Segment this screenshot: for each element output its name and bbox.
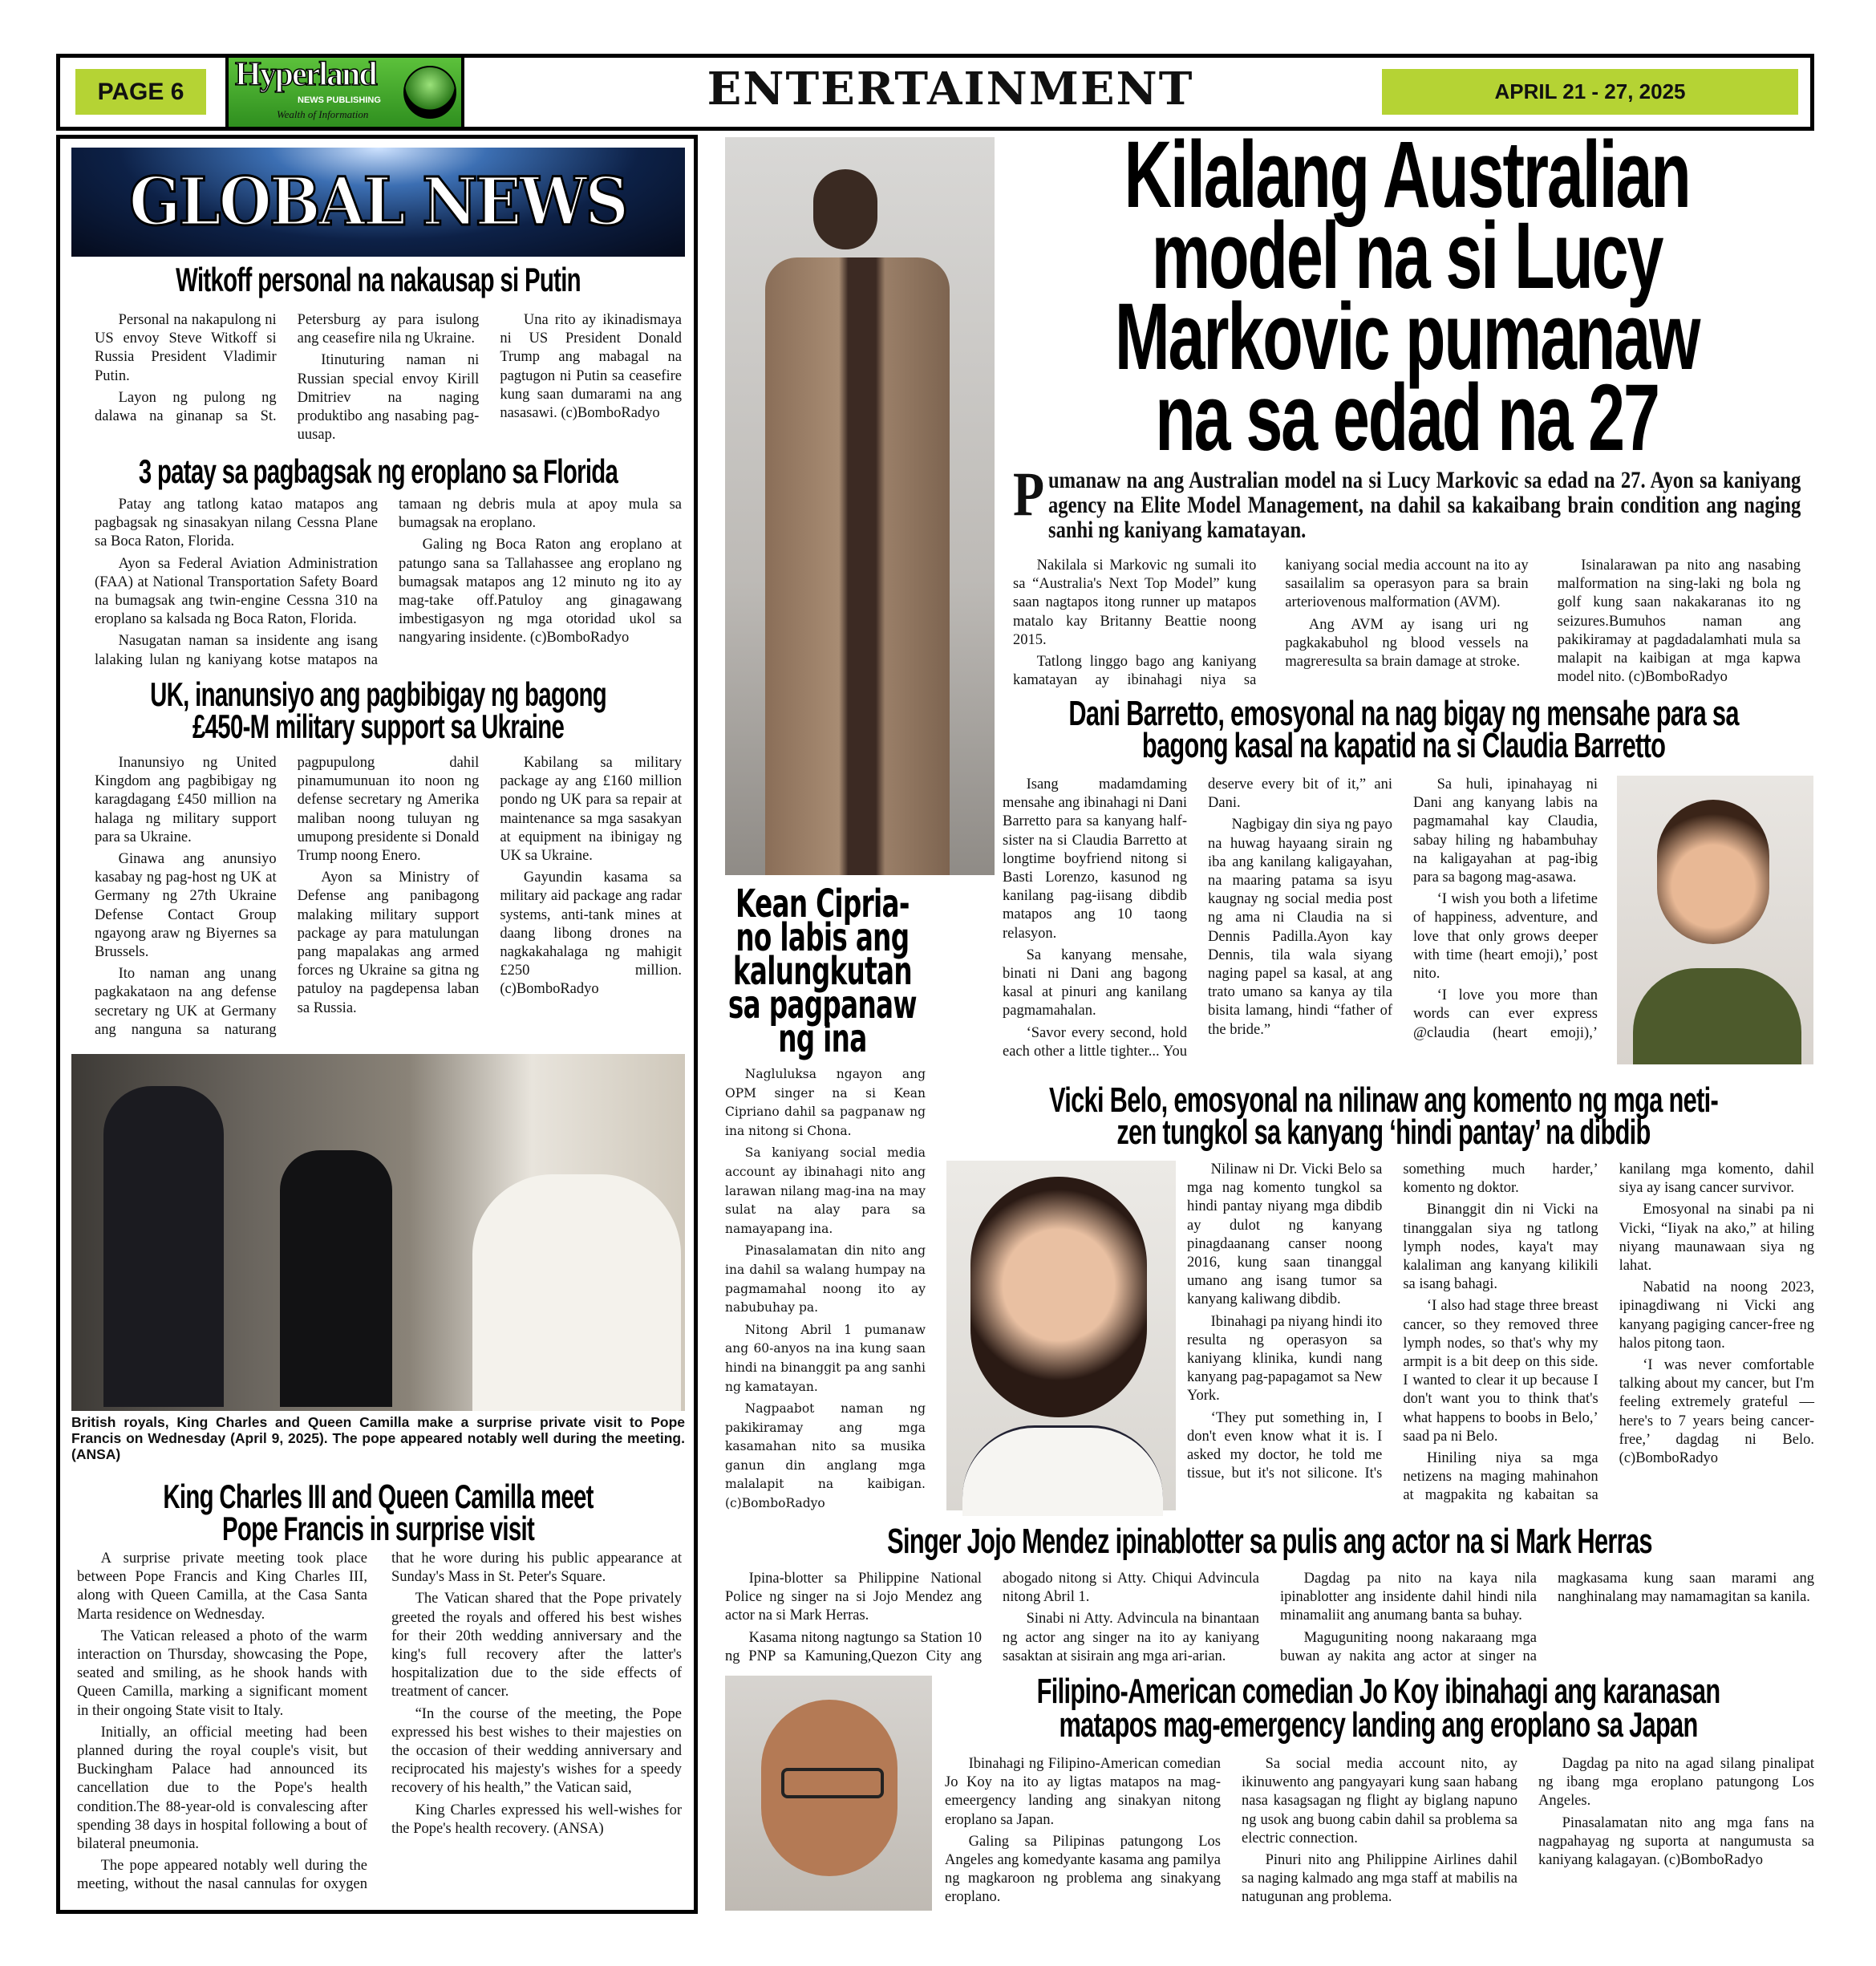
florida-headline (71, 453, 685, 490)
article-paragraph: Nabatid na noong 2023, ipinagdiwang ni Vicki ang kanyang pagiging cancer-free ng halos pitong taon. (1619, 1279, 1814, 1352)
dani-article-body (1003, 776, 1598, 1071)
pope-francis-figure (472, 1174, 681, 1411)
jokoy-article-body (945, 1755, 1814, 1909)
article-paragraph: Kasama nitong nagtungo sa Station 10 ng PNP sa Kamuning,Quezon City ang abogado nitong si Atty. Chiqui Advincula nitong Abril 1. (725, 1571, 1259, 1664)
article-paragraph: Ito naman ang unang pagkakataon na ang defense secretary ng UK at Germany ang nanguna sa naturang pagpupulong dahil pinamumunuan ito noon ng defense secretary ng Amerika maliban noong tuluyan ng umupong presidente si Donald Trump noong Enero. (95, 755, 480, 1038)
article-paragraph: Binanggit din ni Vicki na tinanggalan siya ng tatlong lymph nodes, kaya't may kalaliman ang kanyang kilikili sa isang bahagi. (1403, 1202, 1598, 1293)
page-number-badge: PAGE 6 (75, 69, 206, 115)
headline-line: UK, inanunsiyo ang pagbibigay ng bagong (150, 675, 606, 713)
claudia-barretto-photo (1617, 776, 1813, 1064)
article-paragraph: Ibinahagi ng Filipino-American comedian Jo Koy na ito ay ligtas matapos na mag-emeergency landing ang sinakyan nitong eroplano sa Japan. (945, 1756, 1221, 1828)
queen-camilla-figure (280, 1150, 392, 1407)
lead-text: umanaw na ang Australian model na si Lucy Markovic sa edad na 27. Ayon sa kaniyang agency na Elite Model Management, na dahil sa kakaibang brain condition ang naging sanhi ng kaniyang kamatayan. (1047, 467, 1801, 543)
article-paragraph: The pope appeared notably well during the meeting, without the nasal cannulas for oxygen that he wore during his public appearance at Sunday's Mass in St. Peter's Square. (77, 1551, 682, 1893)
article-paragraph: Pinasalamatan nito ang mga fans na nagpahayag ng suporta at nangumusta sa kaniyang kalagayan. (c)BomboRadyo (1538, 1814, 1814, 1869)
article-paragraph: Galing sa Pilipinas patungong Los Angeles ang komedyante kasama ang pamilya ng magkaroon ng problema ang sinakyang eroplano. (945, 1833, 1221, 1906)
royals-headline (71, 1478, 685, 1547)
headline-line: no labis ang (735, 915, 910, 960)
headline-line: Singer Jojo Mendez ipinablotter sa pulis ang actor na si Mark Herras (887, 1522, 1652, 1561)
article-paragraph: Maguguniting noong nakaraang mga buwan ay nakita ang actor at singer na magkasama kung saan marami ang nanghinalang may namamagitan sa kanila. (1280, 1571, 1814, 1664)
article-paragraph: King Charles expressed his well-wishes for the Pope's health recovery. (ANSA) (391, 1802, 682, 1837)
article-paragraph: Inanunsiyo ng United Kingdom ang pagbibigay ng karagdagang £450 million na halaga ng military support para sa Ukraine. (95, 755, 277, 845)
article-paragraph: Sa social media account nito, ay ikinuwento ang pangyayari kung saan habang nasa kasagsagan ng flight ay biglang napuno ng usok ang buong cabin dahil sa problema sa electric connection. (1242, 1756, 1517, 1846)
section-title: ENTERTAINMENT (707, 63, 1194, 116)
king-charles-figure (103, 1086, 224, 1407)
article-paragraph: Nilinaw ni Dr. Vicki Belo sa mga nag komento tungkol sa hindi pantay niyang mga dibdib ay dulot ng kanyang pinagdaanang canser noong 2016, kung saan tinanggal umano ang isang tumor sa kanyang kaliwang dibdib. (1187, 1161, 1383, 1308)
headline-line: zen tungkol sa kanyang ‘hindi pantay’ na dibdib (1116, 1113, 1651, 1152)
article-paragraph: ‘They put something in, I don't even know what it is. I asked my doctor, he told me tissue, but it's not silicone. It's something much harder,’ komento ng doktor. (1187, 1161, 1598, 1482)
model-head (813, 169, 877, 249)
jo-koy-photo (725, 1676, 932, 1911)
article-paragraph: Nasugatan naman sa insidente ang isang lalaking lulan ng kaniyang kotse matapos na tamaan ng debris mula at apoy mula sa bumagsak na eroplano. (95, 497, 682, 668)
article-paragraph: Itinuturing naman ni Russian special envoy Kirill Dmitriev na naging produktibo ang nasabing pag-uusap. (297, 352, 480, 444)
article-paragraph: Dagdag pa nito na agad silang pinalipat ng ibang mga eroplano patungong Los Angeles. (1538, 1756, 1814, 1810)
global-news-banner (71, 148, 685, 257)
glasses (781, 1768, 884, 1798)
article-paragraph: Ginawa ang anunsiyo kasabay ng pag-host ng UK at Germany ng 27th Ukraine Defense Contact Group ngayong araw ng Biyernes sa Brussels. (95, 851, 277, 961)
article-paragraph: A surprise private meeting took place between Pope Francis and King Charles III, along with Queen Camilla, at the Casa Santa Marta residence on Wednesday. (77, 1551, 367, 1623)
article-paragraph: Ipina-blotter sa Philippine National Police ng singer na si Jojo Mendez ang actor na si Mark Herras. (725, 1571, 982, 1624)
portrait-face (970, 1177, 1147, 1417)
headline-line: na sa edad na 27 (1155, 365, 1659, 471)
headline-line: model na si Lucy (1151, 203, 1663, 309)
article-paragraph: Nakilala si Markovic ng sumali ito sa “Australia's Next Top Model” kung saan nagtapos itong runner up matapos matalo kay Britanny Beattie noong 2015. (1013, 557, 1257, 648)
headline-line: Vicki Belo, emosyonal na nilinaw ang komento ng mga neti- (1048, 1080, 1719, 1120)
article-paragraph: Sinabi ni Atty. Advincula na binantaan ng actor ang singer na ito ay kaniyang sasaktan at sisirain ang mga ari-arian. (1003, 1611, 1259, 1664)
article-paragraph: Ang AVM ay isang uri ng pagkakabuhol ng blood vessels na magreresulta sa brain damage at stroke. (1285, 616, 1529, 671)
witkoff-article-body (95, 311, 682, 448)
markovic-headline (1013, 122, 1801, 471)
headline-line: ng ina (778, 1016, 867, 1061)
article-paragraph: Emosyonal na sinabi pa ni Vicki, “Iiyak na ako,” at hiling niyang maunawaan siya ng lahat. (1619, 1202, 1814, 1275)
article-paragraph: Una rito ay ikinadismaya ni US President Donald Trump ang mabagal na pagtugon ni Putin sa ceasefire kung saan dumarami na ang nasasawi. (c)BomboRadyo (500, 312, 682, 422)
royals-pope-photo (71, 1054, 685, 1411)
article-paragraph: Sa kaniyang social media account ay ibinahagi nito ang larawan nilang mag-ina na may sulat na alay para sa namayapang ina. (725, 1145, 926, 1236)
uk-headline (71, 675, 685, 745)
article-paragraph: Dagdag pa nito na kaya nila ipinablotter ang insidente dahil hindi nila minamaliit ang anumang banta sa buhay. (1280, 1571, 1537, 1624)
markovic-lead (1013, 459, 1801, 548)
kean-article-body (725, 1065, 926, 1513)
article-paragraph: ‘I was never comfortable talking about my cancer, but I'm feeling extremely grateful — here's to 7 years being cancer-free,’ dagdag ni Belo. (c)BomboRadyo (1619, 1357, 1814, 1467)
issue-date-badge: APRIL 21 - 27, 2025 (1382, 69, 1798, 115)
article-paragraph: Ayon sa Federal Aviation Administration (FAA) at National Transportation Safety Board na bumagsak ang twin-engine Cessna 310 na eroplano sa kalsada ng Boca Raton, Florida. (95, 555, 378, 628)
headline-line: Kilalang Australian (1124, 122, 1690, 228)
article-paragraph: Ibinahagi pa niyang hindi ito resulta ng operasyon sa kaniyang klinika, kundi nang kanyang pag-papagamot sa New York. (1187, 1313, 1383, 1405)
headline-line: sa pagpanaw (727, 983, 917, 1028)
florida-article-body (95, 496, 682, 672)
portrait-blazer (962, 1425, 1163, 1516)
article-paragraph: The Vatican shared that the Pope privately greeted the royals and offered his best wishes for their 20th wedding anniversary and the king's full recovery after the latter's hospitalization due to the side effects of treatment of cancer. (391, 1591, 682, 1700)
logo-subtitle: NEWS PUBLISHING (298, 95, 381, 105)
dani-headline (999, 694, 1809, 765)
article-paragraph: Isang madamdaming mensahe ang ibinahagi ni Dani Barretto para sa kanyang half-sister na si Claudia Barretto at longtime boyfriend nitong si Basti Lorenzo, kasunod ng kanilang pag-iisang dibdib matapos ang 10 taong relasyon. (1003, 776, 1187, 942)
article-paragraph: Ayon sa Ministry of Defense ang panibagong malaking military support package ay para matulungan pang mapalakas ang armed forces ng Ukraine sa gitna ng patuloy na pagdepensa laban sa Russia. (297, 869, 480, 1016)
jojo-article-body (725, 1570, 1814, 1668)
headline-line: matapos mag-emergency landing ang eroplano sa Japan (1059, 1705, 1698, 1745)
vicki-headline (962, 1080, 1805, 1152)
kean-headline (725, 882, 920, 1061)
article-paragraph: Nagbigay din siya ng payo na huwag hayaang sirain ng iba ang kanilang kaligayahan, na maaring patama sa isyu kaugnay ng social media post ng ama ni Claudia na si Dennis Padilla.Ayon kay Dennis, tila wala siyang naging papel sa kasal, at ang trato umano sa kanya ay tila bisita lamang, hindi “father of the bride.” (1208, 817, 1392, 1038)
headline-line: Dani Barretto, emosyonal na nag bigay ng mensahe para sa (1068, 694, 1739, 733)
article-paragraph: Nagpaabot naman ng pakikiramay ang mga kasamahan nito sa musika ganun din anglang mga malalapit na kaibigan. (c)BomboRadyo (725, 1401, 926, 1511)
headline-line: Witkoff personal na nakausap si Putin (176, 261, 581, 298)
article-paragraph: Nagluluksa ngayon ang OPM singer na si Kean Cipriano dahil sa pagpanaw ng ina nitong si Chona. (725, 1067, 926, 1138)
royals-article-body (77, 1550, 682, 1903)
headline-line: King Charles III and Queen Camilla meet (163, 1478, 594, 1515)
markovic-article-body (1013, 557, 1801, 697)
article-paragraph: Galing ng Boca Raton ang eroplano at patungo sana sa Tallahassee ang eroplano ng bumagsak matapos ang 12 minuto ng ito ay mag-take off.Patuloy ang ginagawang imbestigasyon ng mga otoridad ukol sa nangyaring insidente. (c)BomboRadyo (399, 537, 682, 647)
article-paragraph: ‘I love you more than words can ever express @claudia (heart emoji),’ (1413, 987, 1598, 1041)
headline-line: Markovic pumanaw (1114, 284, 1700, 390)
uk-article-body (95, 754, 682, 1049)
portrait-dress (1633, 968, 1801, 1064)
headline-line: 3 patay sa pagbagsak ng eroplano sa Florida (138, 452, 618, 490)
photo-caption: British royals, King Charles and Queen Camilla make a surprise private visit to Pope Francis on Wednesday (April 9, 2025). The pope appeared notably well during the meeting. (ANSA) (71, 1414, 685, 1462)
article-paragraph: Personal na nakapulong ni US envoy Steve Witkoff si Russia President Vladimir Putin. (95, 312, 277, 384)
globe-city-icon (403, 66, 456, 119)
article-paragraph: Isinalarawan pa nito ang nasabing malformation na sing-laki ng bola ng golf kung saan nakakaranas ito ng seizures.Bumuhos naman ang pakikiramay at pagdadalamhati mula sa malapit na kaibigan at mga kapwa model nito. (c)BomboRadyo (1557, 557, 1801, 686)
vicki-article-body (1187, 1161, 1814, 1510)
article-paragraph: Sa huli, ipinahayag ni Dani ang kanyang labis na pagmamahal kay Claudia, sabay hiling ng habambuhay na kaligayahan at pag-ibig para sa bagong mag-asawa. (1413, 776, 1598, 886)
article-paragraph: Initially, an official meeting had been planned during the royal couple's visit, but Buckingham Palace had announced its cancellation due to the Pope's health condition.The 88-year-old is convalescing after spending 38 days in hospital following a bout of bilateral pneumonia. (77, 1724, 367, 1853)
article-paragraph: Kabilang sa military package ay ang £160 million pondo ng UK para sa repair at maintenance sa mga sasakyan at equipment na ibinigay ng UK sa Ukraine. (500, 755, 682, 865)
logo-tagline: Wealth of Information (277, 108, 369, 120)
headline-line: Kean Cipria- (735, 882, 910, 926)
article-paragraph: Gayundin kasama sa military aid package ang radar systems, anti-tank mines at daang libong drones na nagkakahalaga ng mahigit £250 million. (c)BomboRadyo (500, 869, 682, 998)
article-paragraph: Pinuri nito ang Philippine Airlines dahil sa naging kalmado ang mga staff at mabilis na natugunan ang problema. (1242, 1852, 1517, 1906)
banner-title: GLOBAL NEWS (129, 164, 627, 241)
vicki-belo-photo (946, 1161, 1176, 1510)
portrait-face (1657, 800, 1769, 944)
lucy-markovic-photo (725, 137, 995, 875)
article-paragraph: The Vatican released a photo of the warm interaction on Thursday, showcasing the Pope, seated and smiling, as he shook hands with Queen Camilla, marking a significant moment in their ongoing State visit to Italy. (77, 1628, 367, 1719)
article-paragraph: ‘I wish you both a lifetime of happiness, adventure, and love that only grows deeper with time (heart emoji),’ post nito. (1413, 891, 1598, 983)
headline-line: Filipino-American comedian Jo Koy ibinahagi ang karanasan (1036, 1672, 1720, 1711)
jojo-headline (725, 1524, 1814, 1559)
article-paragraph: Patay ang tatlong katao matapos ang pagbagsak ng sinasakyan nilang Cessna Plane sa Boca Raton, Florida. (95, 497, 378, 550)
jokoy-headline (942, 1672, 1814, 1745)
article-paragraph: Tatlong linggo bago ang kaniyang kamatayan ay ibinahagi niya sa kaniyang social media account na ito ay sasailalim sa operasyon para sa brain arteriovenous malformation (AVM). (1013, 557, 1529, 689)
article-paragraph: Pinasalamatan din nito ang ina dahil sa walang humpay na pagmamahal noong ito ay nabubuhay pa. (725, 1243, 926, 1315)
article-paragraph: “In the course of the meeting, the Pope expressed his best wishes to their majesties on the occasion of their wedding anniversary and reciprocated his majesty's wishes for a speedy recovery of his health,” the Vatican said, (391, 1705, 682, 1797)
headline-line: bagong kasal na kapatid na si Claudia Barretto (1141, 726, 1666, 765)
drop-cap: P (1013, 459, 1045, 529)
headline-line: kalungkutan (732, 949, 912, 994)
headline-line: Pope Francis in surprise visit (221, 1510, 535, 1547)
article-paragraph: Nitong Abril 1 pumanaw ang 60-anyos na ina kung saan hindi na binanggit pa ang sanhi ng kamatayan. (725, 1322, 926, 1394)
article-paragraph: Hiniling niya sa mga netizens na maging mahinahon at magpakita ng kabaitan sa kanilang mga komento, dahil siya ay isang cancer survivor. (1403, 1161, 1814, 1504)
article-paragraph: Sa kanyang mensahe, binati ni Dani ang bagong kasal at pinuri ang kanilang pagmamahalan. (1003, 947, 1187, 1019)
article-paragraph: ‘I also had stage three breast cancer, so they removed three lymph nodes, so that's why my armpit is a bit deep on this side. I wanted to clear it up because I don't want you to think that's what happens to boobs in Belo,’ saad pa ni Belo. (1403, 1298, 1598, 1445)
logo-name: Hyperland (235, 56, 376, 93)
witkoff-headline (71, 261, 685, 298)
model-coat (765, 257, 950, 875)
hyperland-logo (225, 58, 464, 127)
article-paragraph: Layon ng pulong ng dalawa na ginanap sa St. Petersburg ay para isulong ang ceasefire nila ng Ukraine. (95, 312, 480, 425)
headline-line: £450-M military support sa Ukraine (192, 707, 565, 745)
article-paragraph: ‘Savor every second, hold each other a little tighter... You deserve every bit of it,” ani Dani. (1003, 776, 1392, 1060)
